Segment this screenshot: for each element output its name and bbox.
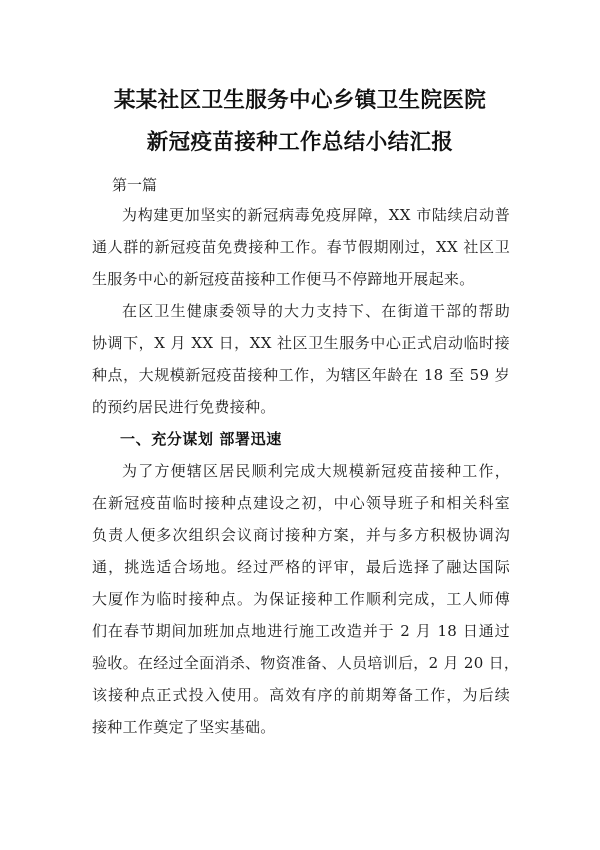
- paragraph-3-line-1: 为了方便辖区居民顺利完成大规模新冠疫苗接种工作，: [122, 462, 510, 480]
- paragraph-2-line-2: 协调下，X 月 XX 日，XX 社区卫生服务中心正式启动临时接: [92, 334, 510, 352]
- paragraph-3-line-8: 该接种点正式投入使用。高效有序的前期筹备工作，为后续: [92, 686, 510, 704]
- paragraph-2-line-3: 种点，大规模新冠疫苗接种工作，为辖区年龄在 18 至 59 岁: [92, 366, 510, 384]
- paragraph-3-line-3: 负责人便多次组织会议商讨接种方案，并与多方积极协调沟: [92, 526, 510, 544]
- paragraph-3-line-7: 验收。在经过全面消杀、物资准备、人员培训后，2 月 20 日，: [92, 654, 520, 672]
- paragraph-3-line-6: 们在春节期间加班加点地进行施工改造并于 2 月 18 日通过: [92, 622, 510, 640]
- paragraph-3-line-2: 在新冠疫苗临时接种点建设之初，中心领导班子和相关科室: [92, 494, 510, 512]
- paragraph-3-line-4: 通，挑选适合场地。经过严格的评审，最后选择了融达国际: [92, 558, 510, 576]
- paragraph-2-line-1: 在区卫生健康委领导的大力支持下、在街道干部的帮助: [122, 302, 510, 320]
- document-title-line-1: 某某社区卫生服务中心乡镇卫生院医院: [113, 88, 487, 113]
- paragraph-1-line-3: 生服务中心的新冠疫苗接种工作便马不停蹄地开展起来。: [92, 270, 475, 288]
- paragraph-1-line-2: 通人群的新冠疫苗免费接种工作。春节假期刚过，XX 社区卫: [92, 238, 510, 256]
- section-label: 第一篇: [112, 176, 158, 194]
- document-title-line-2: 新冠疫苗接种工作总结小结汇报: [146, 130, 454, 155]
- paragraph-1-line-1: 为构建更加坚实的新冠病毒免疫屏障，XX 市陆续启动普: [122, 206, 510, 224]
- paragraph-2-line-4: 的预约居民进行免费接种。: [92, 398, 276, 416]
- paragraph-3-line-9: 接种工作奠定了坚实基础。: [92, 718, 276, 736]
- section-heading: 一、充分谋划 部署迅速: [120, 430, 282, 448]
- paragraph-3-line-5: 大厦作为临时接种点。为保证接种工作顺利完成，工人师傅: [92, 590, 510, 608]
